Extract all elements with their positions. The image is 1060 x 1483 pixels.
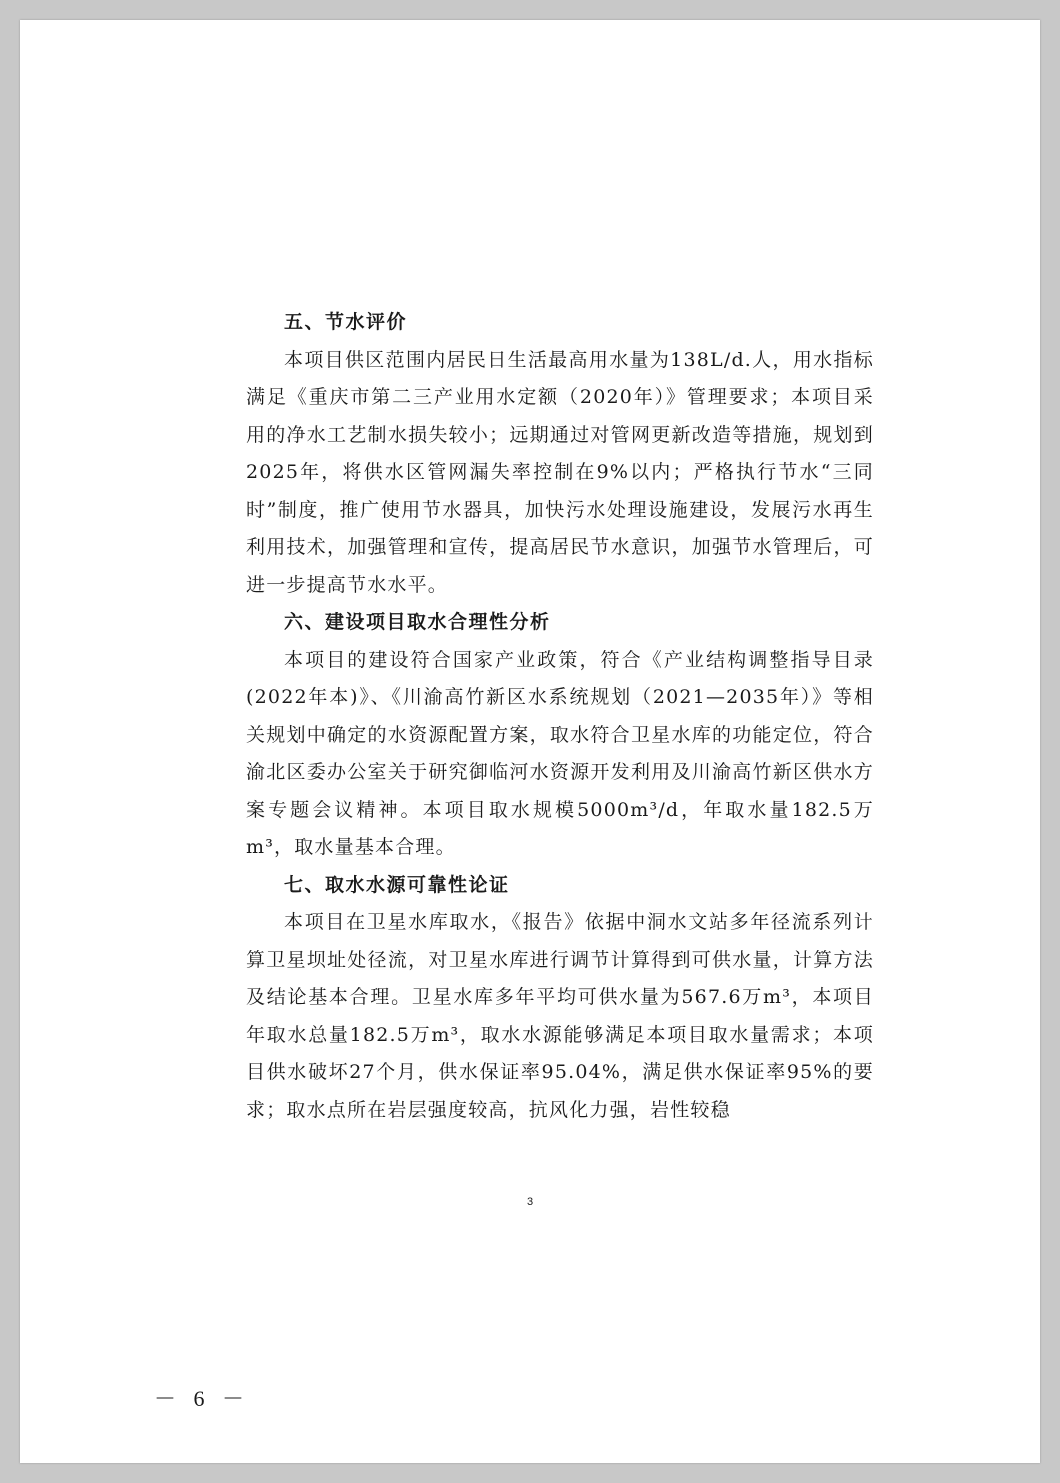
outer-page-number: － 6 － — [154, 1386, 251, 1411]
inner-page-number: 3 — [526, 1196, 534, 1208]
section-paragraph-source-reliability: 本项目在卫星水库取水，《报告》依据中洞水文站多年径流系列计算卫星坝址处径流，对卫星水库进行调节计算得到可供水量，计算方法及结论基本合理。卫星水库多年平均可供水量为567.6万m³，本项目年取水总量182.5万m³，取水水源能够满足本项目取水量需求；本项目供水破坏27个月，供水保证率95.04%，满足供水保证率95%的要求；取水点所在岩层强度较高，抗风化力强，岩性较稳 — [246, 911, 874, 1121]
section-heading-water-saving: 五、节水评价 — [284, 311, 408, 333]
section-paragraph-intake-rationality: 本项目的建设符合国家产业政策，符合《产业结构调整指导目录(2022年本)》、《川渝高竹新区水系统规划（2021—2035年）》等相关规划中确定的水资源配置方案，取水符合卫星水库的功能定位，符合渝北区委办公室关于研究御临河水资源开发利用及川渝高竹新区供水方案专题会议精神。本项目取水规模5000m³/d，年取水量182.5万m³，取水量基本合理。 — [246, 648, 874, 858]
section-paragraph-water-saving: 本项目供区范围内居民日生活最高用水量为138L/d.人，用水指标满足《重庆市第二三产业用水定额（2020年）》管理要求；本项目采用的净水工艺制水损失较小；远期通过对管网更新改造等措施，规划到2025年，将供水区管网漏失率控制在9%以内；严格执行节水“三同时”制度，推广使用节水器具，加快污水处理设施建设，发展污水再生利用技术，加强管理和宣传，提高居民节水意识，加强节水管理后，可进一步提高节水水平。 — [246, 348, 874, 596]
document-body — [246, 304, 874, 1129]
document-page — [20, 20, 1040, 1463]
section-heading-source-reliability: 七、取水水源可靠性论证 — [284, 873, 510, 896]
section-heading-intake-rationality: 六、建设项目取水合理性分析 — [284, 611, 551, 633]
